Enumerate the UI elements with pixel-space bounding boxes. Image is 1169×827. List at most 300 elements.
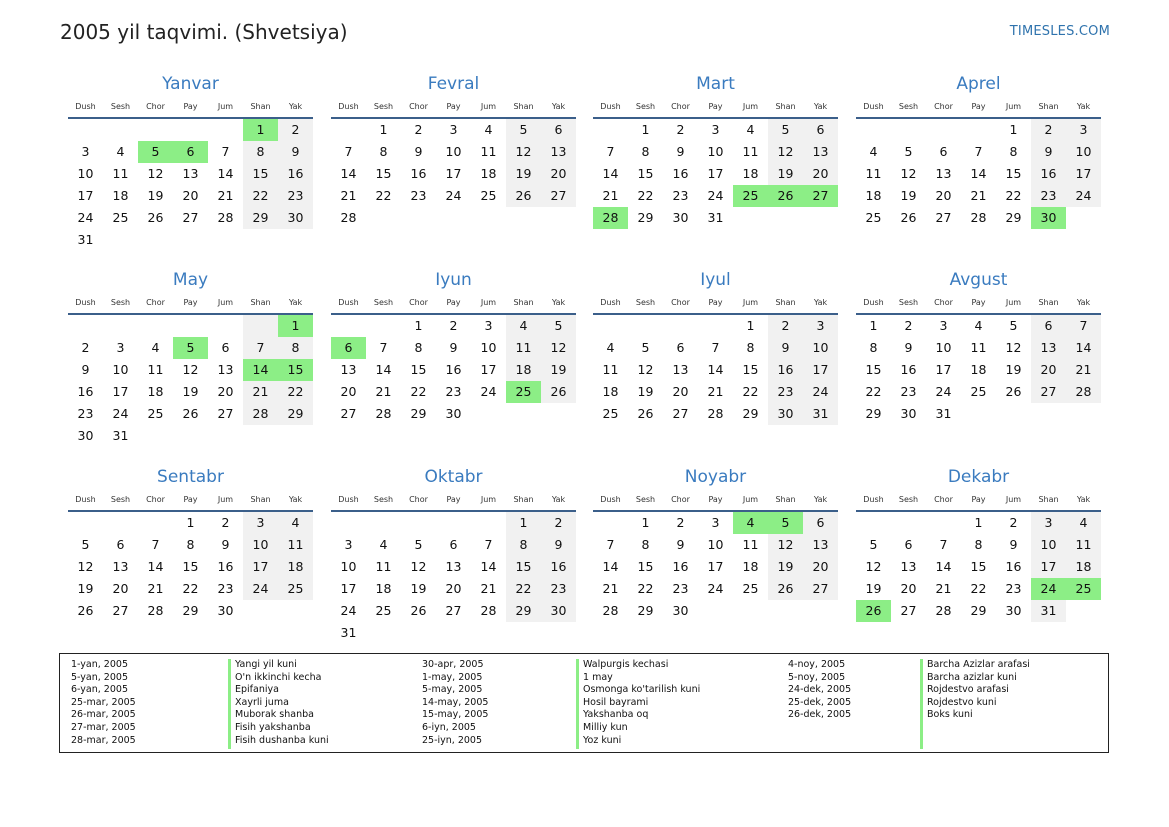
day-cell: 2	[1031, 119, 1066, 141]
day-cell: 16	[278, 163, 313, 185]
weekday-label: Yak	[813, 102, 828, 111]
day-cell: 23	[77, 406, 94, 421]
day-cell: 7	[606, 537, 615, 552]
day-cell: 10	[340, 559, 357, 574]
day-cell: 8	[746, 340, 755, 355]
day-cell: 3	[344, 537, 353, 552]
day-cell: 21	[340, 188, 357, 203]
weekday-label: Chor	[671, 102, 690, 111]
weekday-label: Jum	[217, 102, 234, 111]
day-cell: 28	[217, 210, 234, 225]
day-cell: 18	[865, 188, 882, 203]
weekday-label: Yak	[813, 298, 828, 307]
weekday-label: Yak	[551, 298, 566, 307]
day-cell: 25	[147, 406, 164, 421]
day-cell: 31	[77, 232, 94, 247]
day-cell: 7	[344, 144, 353, 159]
legend-dates-col-2	[422, 659, 488, 747]
day-cell: 3	[449, 122, 458, 137]
day-cell: 8	[506, 534, 541, 556]
empty-cell	[961, 119, 996, 141]
day-cell: 18	[970, 362, 987, 377]
month-name: Mart	[696, 74, 735, 94]
weekday-label: Yak	[1076, 102, 1091, 111]
day-cell: 25	[865, 210, 882, 225]
weekday-label: Jum	[1005, 495, 1022, 504]
day-cell: 26	[541, 381, 576, 403]
day-cell: 19	[900, 188, 917, 203]
empty-cell	[803, 207, 838, 229]
day-cell: 29	[182, 603, 199, 618]
empty-cell	[173, 229, 208, 251]
weekday-label: Yak	[1076, 298, 1091, 307]
day-cell: 20	[445, 581, 462, 596]
legend-names-col-1	[235, 659, 329, 747]
day-cell: 9	[449, 340, 458, 355]
day-cell: 27	[217, 406, 234, 421]
day-cell: 17	[707, 166, 724, 181]
day-cell: 10	[243, 534, 278, 556]
weekday-header	[856, 99, 1101, 115]
empty-cell	[208, 425, 243, 447]
day-cell: 2	[1009, 515, 1018, 530]
holiday-day-cell: 30	[1031, 207, 1066, 229]
empty-cell	[138, 119, 173, 141]
month-name: Dekabr	[947, 467, 1010, 487]
weekday-label: Jum	[217, 298, 234, 307]
day-cell: 16	[768, 359, 803, 381]
holiday-day-cell: 5	[173, 337, 208, 359]
empty-cell	[138, 229, 173, 251]
empty-cell	[856, 512, 891, 534]
weekday-label: Pay	[446, 102, 461, 111]
holiday-day-cell: 6	[331, 337, 366, 359]
day-cell: 20	[935, 188, 952, 203]
empty-cell	[891, 512, 926, 534]
day-cell: 24	[480, 384, 497, 399]
weekday-label: Pay	[971, 495, 986, 504]
day-cell: 10	[803, 337, 838, 359]
empty-cell	[366, 622, 401, 644]
weekday-label: Jum	[217, 495, 234, 504]
day-cell: 8	[641, 144, 650, 159]
day-cell: 12	[865, 559, 882, 574]
weekday-label: Chor	[146, 298, 165, 307]
day-cell: 14	[935, 559, 952, 574]
day-cell: 31	[803, 403, 838, 425]
day-cell: 1	[414, 318, 423, 333]
weekday-header	[856, 492, 1101, 508]
weekday-label: Sesh	[635, 298, 656, 307]
day-cell: 18	[278, 556, 313, 578]
day-cell: 13	[112, 559, 129, 574]
empty-cell	[173, 315, 208, 337]
weekday-label: Shan	[775, 495, 796, 504]
empty-cell	[541, 622, 576, 644]
empty-cell	[366, 207, 401, 229]
day-cell: 13	[340, 362, 357, 377]
weekday-label: Sesh	[635, 102, 656, 111]
legend-names-col-2	[583, 659, 700, 747]
empty-cell	[663, 315, 698, 337]
day-cell: 11	[1066, 534, 1101, 556]
day-cell: 28	[970, 210, 987, 225]
day-cell: 25	[970, 384, 987, 399]
day-cell: 16	[217, 559, 234, 574]
day-cell: 19	[541, 359, 576, 381]
day-cell: 11	[112, 166, 129, 181]
empty-cell	[996, 403, 1031, 425]
site-link[interactable]: TIMESLES.COM	[1009, 24, 1110, 39]
empty-cell	[278, 425, 313, 447]
day-cell: 30	[278, 207, 313, 229]
day-cell: 9	[278, 141, 313, 163]
empty-cell	[698, 315, 733, 337]
day-cell: 22	[637, 581, 654, 596]
weekday-header	[68, 295, 313, 311]
day-cell: 22	[278, 381, 313, 403]
day-cell: 3	[711, 515, 720, 530]
day-cell: 26	[637, 406, 654, 421]
empty-cell	[733, 207, 768, 229]
empty-cell	[471, 403, 506, 425]
empty-cell	[1066, 403, 1101, 425]
day-cell: 28	[147, 603, 164, 618]
day-cell: 15	[970, 559, 987, 574]
day-cell: 17	[112, 384, 129, 399]
day-cell: 5	[541, 315, 576, 337]
day-cell: 3	[116, 340, 125, 355]
day-cell: 1	[506, 512, 541, 534]
day-cell: 27	[1031, 381, 1066, 403]
weekday-label: Shan	[513, 495, 534, 504]
day-cell: 29	[637, 210, 654, 225]
day-cell: 28	[602, 603, 619, 618]
day-cell: 31	[112, 428, 129, 443]
weekday-label: Dush	[338, 102, 359, 111]
day-cell: 1	[186, 515, 195, 530]
day-cell: 29	[1005, 210, 1022, 225]
weekday-label: Yak	[288, 298, 303, 307]
day-cell: 27	[340, 406, 357, 421]
empty-cell	[208, 119, 243, 141]
weekday-label: Sesh	[373, 102, 394, 111]
day-cell: 9	[221, 537, 230, 552]
empty-cell	[593, 119, 628, 141]
day-cell: 27	[112, 603, 129, 618]
day-cell: 26	[147, 210, 164, 225]
day-cell: 30	[541, 600, 576, 622]
weekday-label: Pay	[446, 495, 461, 504]
empty-cell	[243, 229, 278, 251]
day-grid	[331, 315, 576, 425]
day-cell: 2	[676, 515, 685, 530]
day-cell: 6	[1031, 315, 1066, 337]
month-noyabr	[593, 466, 838, 622]
legend-entry: Barcha azizlar kuni	[927, 671, 1017, 683]
day-grid	[856, 512, 1101, 622]
day-cell: 18	[742, 166, 759, 181]
empty-cell	[278, 600, 313, 622]
day-cell: 26	[1005, 384, 1022, 399]
empty-cell	[103, 229, 138, 251]
day-cell: 18	[1066, 556, 1101, 578]
month-dekabr	[856, 466, 1101, 622]
weekday-label: Shan	[1038, 298, 1059, 307]
day-cell: 14	[340, 166, 357, 181]
day-cell: 19	[410, 581, 427, 596]
legend-entry: Walpurgis kechasi	[583, 659, 669, 670]
day-cell: 30	[217, 603, 234, 618]
day-cell: 9	[904, 340, 913, 355]
day-cell: 28	[1066, 381, 1101, 403]
day-cell: 22	[1005, 188, 1022, 203]
empty-cell	[541, 207, 576, 229]
day-cell: 18	[147, 384, 164, 399]
day-cell: 17	[1031, 556, 1066, 578]
weekday-label: Dush	[338, 298, 359, 307]
day-cell: 26	[768, 578, 803, 600]
day-grid	[593, 119, 838, 229]
day-cell: 2	[449, 318, 458, 333]
day-cell: 2	[221, 515, 230, 530]
legend-dates-col-3	[788, 659, 851, 722]
day-cell: 1	[379, 122, 388, 137]
day-cell: 12	[768, 534, 803, 556]
weekday-label: Yak	[813, 495, 828, 504]
day-cell: 17	[480, 362, 497, 377]
day-cell: 2	[414, 122, 423, 137]
weekday-label: Chor	[671, 495, 690, 504]
month-name: Yanvar	[162, 74, 219, 94]
day-cell: 22	[637, 188, 654, 203]
day-cell: 2	[541, 512, 576, 534]
day-cell: 4	[506, 315, 541, 337]
day-cell: 21	[935, 581, 952, 596]
day-cell: 6	[541, 119, 576, 141]
weekday-label: Pay	[183, 102, 198, 111]
legend-entry: 30-apr, 2005	[422, 659, 484, 670]
holiday-day-cell: 26	[856, 600, 891, 622]
legend-entry: 4-noy, 2005	[788, 659, 846, 670]
day-cell: 16	[541, 556, 576, 578]
empty-cell	[331, 512, 366, 534]
legend-entry: 5-yan, 2005	[71, 671, 128, 683]
legend-entry: Muborak shanba	[235, 709, 314, 721]
day-cell: 11	[970, 340, 987, 355]
weekday-label: Sesh	[898, 298, 919, 307]
day-cell: 2	[278, 119, 313, 141]
day-cell: 9	[676, 144, 685, 159]
day-cell: 4	[1066, 512, 1101, 534]
day-cell: 23	[672, 581, 689, 596]
day-cell: 19	[637, 384, 654, 399]
day-cell: 6	[116, 537, 125, 552]
day-cell: 5	[768, 119, 803, 141]
day-cell: 17	[77, 188, 94, 203]
day-cell: 29	[278, 403, 313, 425]
month-mart	[593, 73, 838, 229]
day-cell: 22	[375, 188, 392, 203]
day-cell: 25	[112, 210, 129, 225]
day-cell: 22	[865, 384, 882, 399]
weekday-header	[68, 99, 313, 115]
day-cell: 28	[375, 406, 392, 421]
empty-cell	[1031, 403, 1066, 425]
day-cell: 22	[506, 578, 541, 600]
weekday-label: Jum	[480, 298, 497, 307]
day-cell: 10	[77, 166, 94, 181]
empty-cell	[68, 512, 103, 534]
empty-cell	[278, 229, 313, 251]
day-cell: 23	[672, 188, 689, 203]
empty-cell	[1066, 207, 1101, 229]
empty-cell	[506, 207, 541, 229]
day-cell: 19	[1005, 362, 1022, 377]
page-title: 2005 yil taqvimi. (Shvetsiya)	[60, 20, 348, 44]
weekday-label: Pay	[971, 298, 986, 307]
weekday-label: Pay	[971, 102, 986, 111]
day-cell: 7	[974, 144, 983, 159]
day-grid	[593, 315, 838, 425]
month-name: Noyabr	[684, 467, 747, 487]
day-cell: 22	[182, 581, 199, 596]
day-cell: 13	[1031, 337, 1066, 359]
day-cell: 21	[243, 381, 278, 403]
day-cell: 11	[278, 534, 313, 556]
day-cell: 10	[1031, 534, 1066, 556]
day-cell: 27	[541, 185, 576, 207]
legend-entry: 6-yan, 2005	[71, 684, 128, 696]
day-cell: 29	[506, 600, 541, 622]
empty-cell	[243, 425, 278, 447]
day-cell: 8	[974, 537, 983, 552]
day-cell: 13	[217, 362, 234, 377]
empty-cell	[436, 207, 471, 229]
weekday-label: Jum	[742, 298, 759, 307]
holiday-day-cell: 4	[733, 512, 768, 534]
day-cell: 20	[217, 384, 234, 399]
day-cell: 12	[506, 141, 541, 163]
holiday-day-cell: 5	[768, 512, 803, 534]
month-oktabr	[331, 466, 576, 644]
day-cell: 8	[1009, 144, 1018, 159]
legend-names-col-3	[927, 659, 1030, 722]
day-cell: 27	[672, 406, 689, 421]
day-cell: 9	[1031, 141, 1066, 163]
day-grid	[68, 512, 313, 622]
weekday-label: Jum	[742, 495, 759, 504]
day-cell: 14	[602, 166, 619, 181]
legend-entry: 6-iyn, 2005	[422, 721, 476, 733]
day-cell: 4	[151, 340, 160, 355]
day-cell: 7	[606, 144, 615, 159]
day-cell: 18	[602, 384, 619, 399]
legend-entry: 25-mar, 2005	[71, 696, 136, 708]
day-cell: 27	[900, 603, 917, 618]
day-cell: 24	[707, 188, 724, 203]
month-name: Aprel	[956, 74, 1001, 94]
day-cell: 7	[379, 340, 388, 355]
day-cell: 16	[672, 166, 689, 181]
day-cell: 21	[1066, 359, 1101, 381]
weekday-label: Yak	[288, 102, 303, 111]
day-cell: 20	[182, 188, 199, 203]
day-cell: 7	[151, 537, 160, 552]
month-name: Avgust	[949, 270, 1008, 290]
legend-entry: Hosil bayrami	[583, 696, 649, 708]
day-cell: 19	[768, 163, 803, 185]
holiday-day-cell: 27	[803, 185, 838, 207]
day-cell: 26	[77, 603, 94, 618]
empty-cell	[208, 229, 243, 251]
day-cell: 8	[243, 141, 278, 163]
day-cell: 17	[1066, 163, 1101, 185]
day-cell: 10	[935, 340, 952, 355]
empty-cell	[698, 600, 733, 622]
day-cell: 18	[375, 581, 392, 596]
day-cell: 14	[707, 362, 724, 377]
weekday-label: Dush	[600, 495, 621, 504]
day-cell: 31	[340, 625, 357, 640]
day-cell: 4	[278, 512, 313, 534]
day-cell: 16	[672, 559, 689, 574]
day-cell: 21	[707, 384, 724, 399]
weekday-label: Pay	[708, 495, 723, 504]
empty-cell	[891, 119, 926, 141]
day-cell: 4	[869, 144, 878, 159]
weekday-label: Chor	[409, 495, 428, 504]
empty-cell	[173, 425, 208, 447]
holiday-day-cell: 1	[278, 315, 313, 337]
day-cell: 28	[243, 403, 278, 425]
day-cell: 26	[410, 603, 427, 618]
day-cell: 4	[746, 122, 755, 137]
day-cell: 14	[1066, 337, 1101, 359]
day-cell: 24	[707, 581, 724, 596]
legend-entry: O'n ikkinchi kecha	[235, 671, 322, 683]
legend-entry: Boks kuni	[927, 709, 973, 721]
empty-cell	[366, 315, 401, 337]
day-cell: 23	[410, 188, 427, 203]
day-cell: 6	[904, 537, 913, 552]
day-cell: 7	[243, 337, 278, 359]
empty-cell	[926, 512, 961, 534]
day-cell: 31	[707, 210, 724, 225]
day-cell: 15	[637, 166, 654, 181]
month-name: Iyul	[700, 270, 731, 290]
weekday-label: Sesh	[110, 298, 131, 307]
month-sentabr	[68, 466, 313, 622]
day-cell: 30	[768, 403, 803, 425]
day-cell: 27	[935, 210, 952, 225]
weekday-header	[593, 99, 838, 115]
weekday-label: Yak	[288, 495, 303, 504]
day-grid	[68, 119, 313, 251]
day-cell: 16	[77, 384, 94, 399]
day-cell: 8	[379, 144, 388, 159]
day-grid	[593, 512, 838, 622]
day-cell: 9	[676, 537, 685, 552]
day-cell: 5	[1009, 318, 1018, 333]
day-cell: 20	[803, 556, 838, 578]
weekday-label: Shan	[1038, 495, 1059, 504]
day-cell: 20	[541, 163, 576, 185]
day-cell: 4	[606, 340, 615, 355]
day-cell: 13	[672, 362, 689, 377]
day-cell: 25	[375, 603, 392, 618]
day-cell: 26	[182, 406, 199, 421]
